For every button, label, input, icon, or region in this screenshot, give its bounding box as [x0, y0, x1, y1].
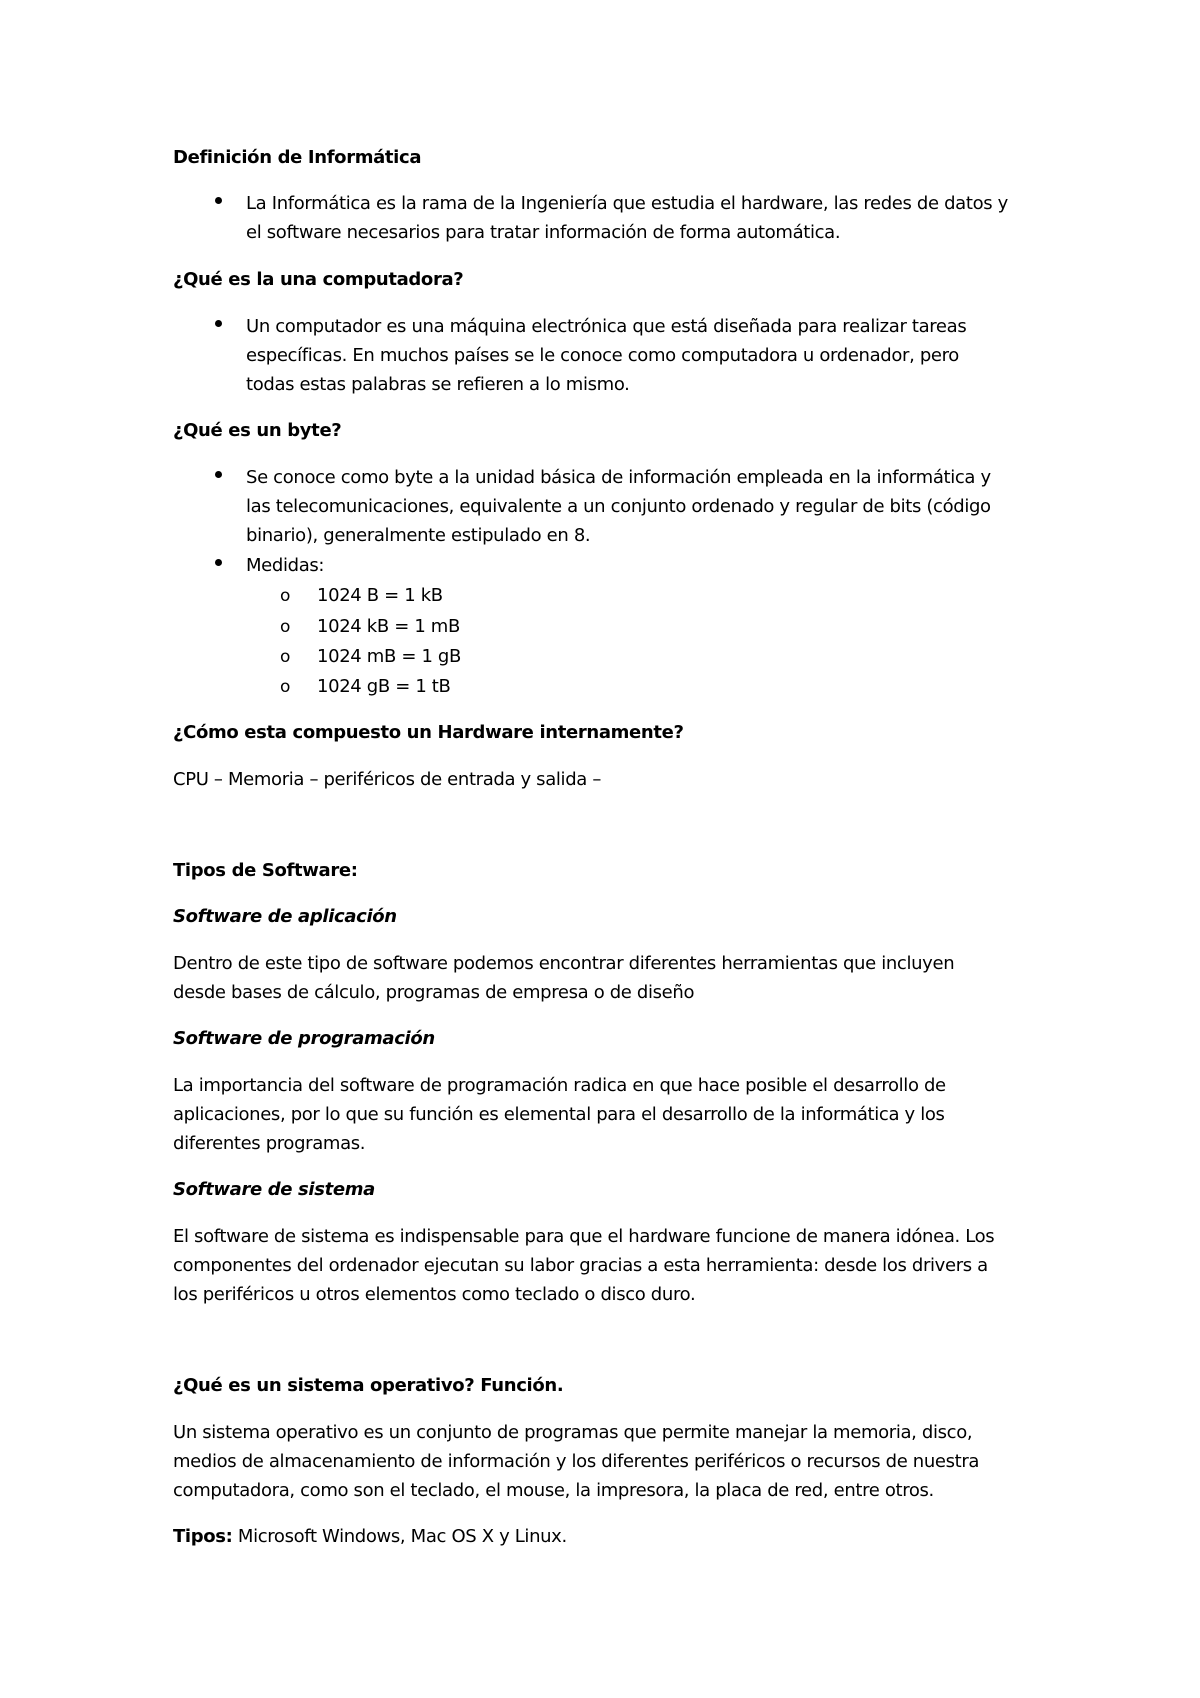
heading-sistema-operativo: ¿Qué es un sistema operativo? Función.	[173, 1375, 564, 1396]
bullet-icon	[215, 197, 222, 204]
heading-computadora: ¿Qué es la una computadora?	[173, 269, 464, 290]
measure-item-1: 1024 B = 1 kB	[317, 585, 443, 606]
computadora-line-2: específicas. En muchos países se le conoce como computadora u ordenador, pero	[246, 345, 959, 366]
sistema-line-3: los periféricos u otros elementos como teclado o disco duro.	[173, 1284, 696, 1305]
heading-tipos-software: Tipos de Software:	[173, 860, 358, 881]
bullet-icon	[215, 559, 222, 566]
so-line-1: Un sistema operativo es un conjunto de programas que permite manejar la memoria, disco,	[173, 1422, 973, 1443]
sistema-line-1: El software de sistema es indispensable para que el hardware funcione de manera idónea. Los	[173, 1226, 995, 1247]
so-types-text: Microsoft Windows, Mac OS X y Linux.	[232, 1526, 567, 1547]
aplicacion-line-2: desde bases de cálculo, programas de empresa o de diseño	[173, 982, 695, 1003]
byte-line-2: las telecomunicaciones, equivalente a un conjunto ordenado y regular de bits (código	[246, 496, 991, 517]
bullet-icon	[215, 471, 222, 478]
programacion-line-3: diferentes programas.	[173, 1133, 366, 1154]
subheading-software-sistema: Software de sistema	[173, 1179, 375, 1200]
subheading-software-aplicacion: Software de aplicación	[173, 906, 397, 927]
definicion-line-2: el software necesarios para tratar información de forma automática.	[246, 222, 841, 243]
heading-byte: ¿Qué es un byte?	[173, 420, 342, 441]
medidas-label: Medidas:	[246, 555, 325, 576]
circle-bullet-icon: o	[280, 677, 291, 697]
measure-item-3: 1024 mB = 1 gB	[317, 646, 461, 667]
aplicacion-line-1: Dentro de este tipo de software podemos encontrar diferentes herramientas que incluyen	[173, 953, 955, 974]
so-line-3: computadora, como son el teclado, el mouse, la impresora, la placa de red, entre otros.	[173, 1480, 934, 1501]
so-line-2: medios de almacenamiento de información y los diferentes periféricos o recursos de nuestra	[173, 1451, 980, 1472]
programacion-line-1: La importancia del software de programación radica en que hace posible el desarrollo de	[173, 1075, 946, 1096]
heading-definicion-informatica: Definición de Informática	[173, 147, 422, 168]
circle-bullet-icon: o	[280, 647, 291, 667]
hardware-text: CPU – Memoria – periféricos de entrada y salida –	[173, 769, 601, 790]
definicion-line-1: La Informática es la rama de la Ingeniería que estudia el hardware, las redes de datos y	[246, 193, 1008, 214]
byte-line-3: binario), generalmente estipulado en 8.	[246, 525, 591, 546]
computadora-line-3: todas estas palabras se refieren a lo mismo.	[246, 374, 630, 395]
computadora-line-1: Un computador es una máquina electrónica que está diseñada para realizar tareas	[246, 316, 967, 337]
sistema-line-2: componentes del ordenador ejecutan su labor gracias a esta herramienta: desde los drivers a	[173, 1255, 988, 1276]
heading-hardware: ¿Cómo esta compuesto un Hardware internamente?	[173, 722, 684, 743]
subheading-software-programacion: Software de programación	[173, 1028, 435, 1049]
circle-bullet-icon: o	[280, 586, 291, 606]
measure-item-2: 1024 kB = 1 mB	[317, 616, 460, 637]
so-types-line	[173, 1526, 567, 1548]
measure-item-4: 1024 gB = 1 tB	[317, 676, 451, 697]
circle-bullet-icon: o	[280, 617, 291, 637]
byte-line-1: Se conoce como byte a la unidad básica de información empleada en la informática y	[246, 467, 991, 488]
programacion-line-2: aplicaciones, por lo que su función es elemental para el desarrollo de la informática y los	[173, 1104, 945, 1125]
so-types-label: Tipos:	[173, 1526, 233, 1547]
bullet-icon	[215, 320, 222, 327]
